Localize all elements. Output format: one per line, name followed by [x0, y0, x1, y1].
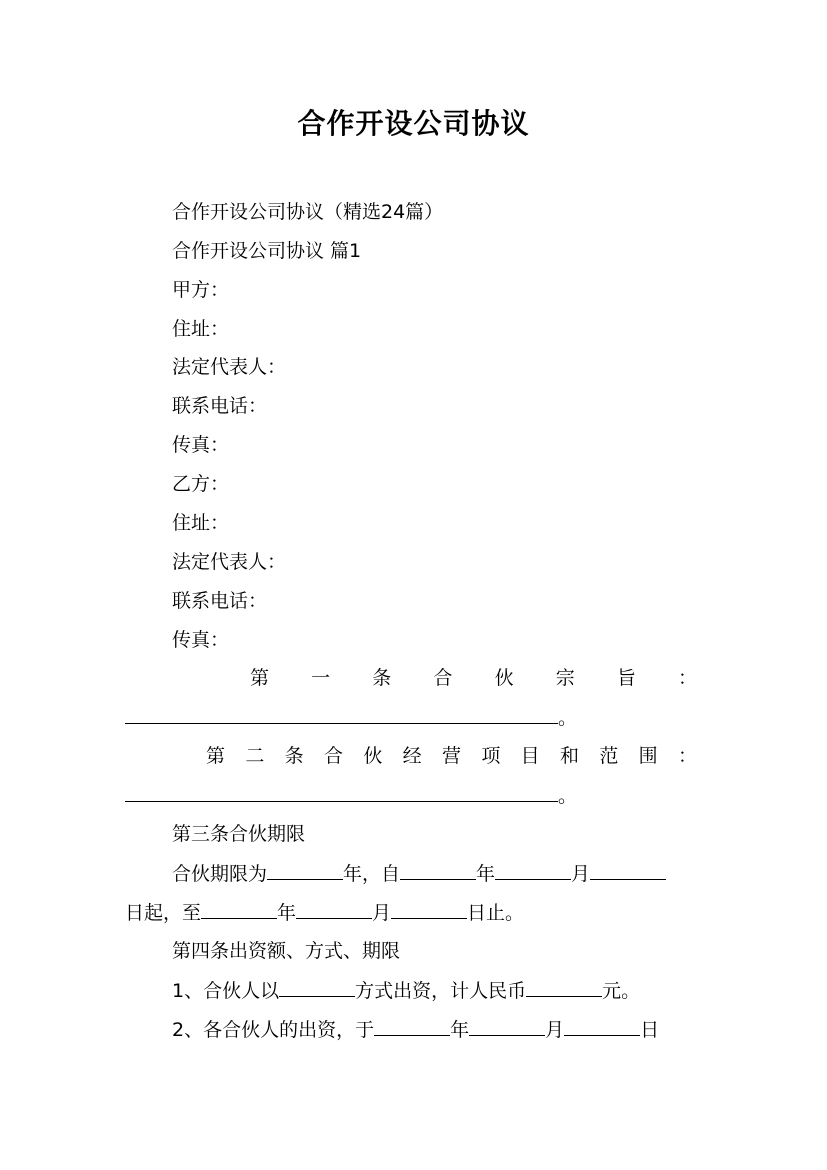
chapter-heading: 合作开设公司协议 篇1 — [172, 240, 362, 262]
heading-char: 和 — [560, 745, 580, 767]
article-1-heading — [0, 666, 827, 690]
heading-char: ： — [678, 745, 698, 767]
text-segment: 日起，至 — [125, 902, 202, 924]
party-a-label: 甲方： — [172, 279, 230, 301]
article-3-heading: 第三条合伙期限 — [172, 823, 306, 845]
heading-char: 合 — [433, 667, 453, 689]
heading-char: 伙 — [363, 745, 383, 767]
party-b-fax: 传真： — [172, 629, 230, 651]
party-a-representative: 法定代表人： — [172, 356, 287, 378]
heading-char: 目 — [520, 745, 540, 767]
blank-line — [495, 861, 571, 880]
blank-line — [590, 861, 666, 880]
heading-char: 项 — [481, 745, 501, 767]
blank-line — [391, 900, 467, 919]
heading-char: 一 — [311, 667, 331, 689]
text-segment: 月 — [372, 902, 392, 924]
blank-line — [125, 783, 558, 802]
party-a-address: 住址： — [172, 318, 230, 340]
article-2-blank — [125, 783, 577, 808]
blank-line — [125, 705, 558, 724]
text-segment: 日 — [640, 1019, 660, 1041]
blank-line — [201, 900, 277, 919]
article-4-item-2 — [172, 1017, 659, 1042]
text-segment: 月 — [545, 1019, 565, 1041]
heading-char: 第 — [206, 745, 226, 767]
text-segment: 合伙期限为 — [172, 863, 268, 885]
heading-char: 伙 — [494, 667, 514, 689]
party-b-label: 乙方： — [172, 473, 230, 495]
text-segment: 年，自 — [343, 863, 401, 885]
blank-line — [267, 861, 343, 880]
heading-char: 宗 — [555, 667, 575, 689]
text-segment: 日止。 — [467, 902, 525, 924]
article-2-heading — [0, 744, 827, 768]
party-a-fax: 传真： — [172, 434, 230, 456]
heading-char: 第 — [250, 667, 270, 689]
heading-char: 营 — [442, 745, 462, 767]
party-b-phone: 联系电话： — [172, 590, 268, 612]
heading-char: 经 — [402, 745, 422, 767]
blank-line — [296, 900, 372, 919]
party-a-phone: 联系电话： — [172, 395, 268, 417]
blank-line — [526, 978, 602, 997]
blank-line — [279, 978, 355, 997]
party-b-address: 住址： — [172, 512, 230, 534]
heading-char: 条 — [284, 745, 304, 767]
text-segment: 年 — [450, 1019, 470, 1041]
article-2-end: 。 — [558, 785, 578, 807]
heading-char: 范 — [599, 745, 619, 767]
heading-char: 旨 — [616, 667, 636, 689]
document-title: 合作开设公司协议 — [297, 107, 530, 140]
text-segment: 月 — [571, 863, 591, 885]
blank-line — [469, 1017, 545, 1036]
blank-line — [400, 861, 476, 880]
text-segment: 方式出资，计人民币 — [355, 980, 527, 1002]
heading-char: 条 — [372, 667, 392, 689]
heading-char: 围 — [638, 745, 658, 767]
party-b-representative: 法定代表人： — [172, 551, 287, 573]
article-1-end: 。 — [558, 707, 578, 729]
article-3-paragraph-line2 — [125, 900, 524, 925]
heading-char: 合 — [324, 745, 344, 767]
text-segment: 年 — [476, 863, 496, 885]
article-1-blank — [125, 705, 577, 730]
subtitle: 合作开设公司协议（精选24篇） — [172, 201, 444, 223]
article-4-heading: 第四条出资额、方式、期限 — [172, 940, 401, 962]
heading-char: 二 — [245, 745, 265, 767]
blank-line — [564, 1017, 640, 1036]
text-segment: 元。 — [602, 980, 641, 1002]
heading-char: ： — [678, 667, 698, 689]
text-segment: 2、各合伙人的出资，于 — [172, 1019, 375, 1041]
blank-line — [374, 1017, 450, 1036]
text-segment: 1、合伙人以 — [172, 980, 280, 1002]
article-3-paragraph-line1 — [172, 861, 666, 886]
article-4-item-1 — [172, 978, 640, 1003]
text-segment: 年 — [277, 902, 297, 924]
